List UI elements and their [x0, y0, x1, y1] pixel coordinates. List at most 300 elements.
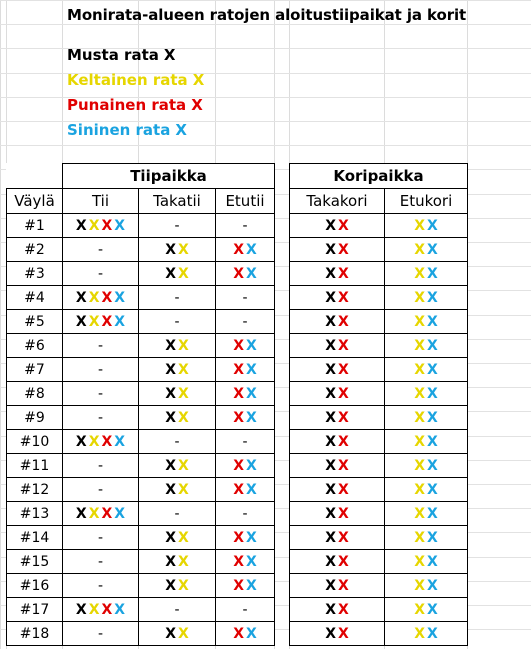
- course-mark: X: [414, 481, 425, 498]
- course-mark: X: [75, 289, 87, 306]
- course-mark: X: [178, 457, 189, 474]
- takatii-cell: [139, 526, 216, 550]
- tee-group-header: Tiipaikka: [63, 164, 275, 189]
- takakori-cell: [290, 526, 385, 550]
- course-mark: X: [427, 529, 438, 546]
- etutii-cell: -: [216, 430, 275, 454]
- table-row: [290, 262, 468, 286]
- course-mark: X: [338, 337, 349, 354]
- course-mark: X: [427, 553, 438, 570]
- course-mark: X: [325, 265, 336, 282]
- etukori-cell: [385, 574, 468, 598]
- table-row: [7, 214, 275, 238]
- course-mark: X: [338, 457, 349, 474]
- etukori-cell: [385, 358, 468, 382]
- hole-cell: #6: [7, 334, 63, 358]
- legend-item: [67, 121, 187, 139]
- legend-mark: X: [191, 96, 203, 114]
- course-mark: X: [165, 241, 176, 258]
- course-mark: X: [233, 409, 244, 426]
- table-row: [7, 502, 275, 526]
- course-mark: X: [414, 313, 425, 330]
- etutii-cell: [216, 238, 275, 262]
- course-mark: X: [414, 265, 425, 282]
- hole-cell: #16: [7, 574, 63, 598]
- etutii-cell: [216, 382, 275, 406]
- course-mark: X: [101, 601, 113, 618]
- table-row: [290, 574, 468, 598]
- course-mark: X: [427, 625, 438, 642]
- column-header-hole: Väylä: [7, 189, 63, 214]
- takatii-cell: -: [139, 598, 216, 622]
- takakori-cell: [290, 214, 385, 238]
- course-mark: X: [414, 217, 425, 234]
- etutii-cell: -: [216, 598, 275, 622]
- takatii-cell: -: [139, 286, 216, 310]
- course-mark: X: [178, 577, 189, 594]
- etukori-cell: [385, 430, 468, 454]
- takatii-cell: [139, 382, 216, 406]
- course-mark: X: [101, 505, 113, 522]
- course-mark: X: [325, 385, 336, 402]
- takatii-cell: -: [139, 430, 216, 454]
- course-mark: X: [233, 625, 244, 642]
- basket-position-table: [289, 163, 468, 646]
- course-mark: X: [325, 577, 336, 594]
- course-mark: X: [246, 361, 257, 378]
- course-mark: X: [414, 361, 425, 378]
- course-mark: X: [75, 217, 87, 234]
- course-mark: X: [427, 217, 438, 234]
- course-mark: X: [246, 481, 257, 498]
- course-mark: X: [325, 361, 336, 378]
- takakori-cell: [290, 478, 385, 502]
- course-mark: X: [178, 553, 189, 570]
- tii-cell: -: [63, 358, 139, 382]
- course-mark: X: [414, 337, 425, 354]
- course-mark: X: [338, 577, 349, 594]
- takakori-cell: [290, 262, 385, 286]
- course-mark: X: [414, 601, 425, 618]
- table-row: [7, 526, 275, 550]
- course-mark: X: [414, 289, 425, 306]
- legend-label: Musta rata: [67, 46, 159, 64]
- table-row: [290, 358, 468, 382]
- course-mark: X: [165, 265, 176, 282]
- takatii-cell: -: [139, 310, 216, 334]
- course-mark: X: [427, 385, 438, 402]
- course-mark: X: [414, 241, 425, 258]
- course-mark: X: [325, 217, 336, 234]
- course-mark: X: [165, 361, 176, 378]
- course-mark: X: [165, 625, 176, 642]
- takatii-cell: [139, 574, 216, 598]
- table-row: [290, 406, 468, 430]
- page-title: Monirata-alueen ratojen aloitustiipaikat ja korit: [67, 6, 467, 24]
- course-mark: X: [427, 457, 438, 474]
- takakori-cell: [290, 382, 385, 406]
- table-row: [290, 598, 468, 622]
- tii-cell: [63, 430, 139, 454]
- takakori-cell: [290, 406, 385, 430]
- table-row: [7, 334, 275, 358]
- table-row: [7, 550, 275, 574]
- course-mark: X: [414, 553, 425, 570]
- course-mark: X: [246, 529, 257, 546]
- course-mark: X: [178, 337, 189, 354]
- takakori-cell: [290, 550, 385, 574]
- etutii-cell: [216, 406, 275, 430]
- course-mark: X: [178, 265, 189, 282]
- course-mark: X: [114, 289, 126, 306]
- course-mark: X: [427, 409, 438, 426]
- table-row: [7, 574, 275, 598]
- course-mark: X: [178, 409, 189, 426]
- course-mark: X: [165, 337, 176, 354]
- table-row: [7, 598, 275, 622]
- course-mark: X: [88, 601, 100, 618]
- course-mark: X: [246, 577, 257, 594]
- tii-cell: -: [63, 574, 139, 598]
- tii-cell: -: [63, 526, 139, 550]
- course-mark: X: [427, 337, 438, 354]
- hole-cell: #3: [7, 262, 63, 286]
- legend-label: Punainen rata: [67, 96, 187, 114]
- course-mark: X: [233, 481, 244, 498]
- course-mark: X: [325, 313, 336, 330]
- etutii-cell: [216, 262, 275, 286]
- table-row: [7, 310, 275, 334]
- etukori-cell: [385, 310, 468, 334]
- course-mark: X: [414, 625, 425, 642]
- column-header-tii: Tii: [63, 189, 139, 214]
- table-row: [7, 454, 275, 478]
- etukori-cell: [385, 238, 468, 262]
- course-mark: X: [165, 409, 176, 426]
- course-mark: X: [325, 601, 336, 618]
- table-row: [7, 430, 275, 454]
- etutii-cell: -: [216, 502, 275, 526]
- course-mark: X: [75, 505, 87, 522]
- course-mark: X: [338, 385, 349, 402]
- tii-cell: -: [63, 334, 139, 358]
- etukori-cell: [385, 286, 468, 310]
- hole-cell: #7: [7, 358, 63, 382]
- etukori-cell: [385, 214, 468, 238]
- etukori-cell: [385, 526, 468, 550]
- hole-cell: #9: [7, 406, 63, 430]
- course-mark: X: [88, 505, 100, 522]
- takakori-cell: [290, 502, 385, 526]
- table-row: [290, 382, 468, 406]
- hole-cell: #4: [7, 286, 63, 310]
- tii-cell: [63, 598, 139, 622]
- etutii-cell: [216, 574, 275, 598]
- course-mark: X: [233, 265, 244, 282]
- takatii-cell: [139, 454, 216, 478]
- course-mark: X: [246, 385, 257, 402]
- course-mark: X: [75, 313, 87, 330]
- course-mark: X: [75, 601, 87, 618]
- hole-cell: #18: [7, 622, 63, 646]
- table-row: [290, 622, 468, 646]
- tii-cell: [63, 214, 139, 238]
- takatii-cell: -: [139, 502, 216, 526]
- tii-cell: -: [63, 454, 139, 478]
- course-mark: X: [165, 529, 176, 546]
- etukori-cell: [385, 382, 468, 406]
- course-mark: X: [427, 289, 438, 306]
- etutii-cell: -: [216, 214, 275, 238]
- course-mark: X: [233, 553, 244, 570]
- course-mark: X: [233, 241, 244, 258]
- column-header-takatii: Takatii: [139, 189, 216, 214]
- takakori-cell: [290, 358, 385, 382]
- course-mark: X: [233, 577, 244, 594]
- table-row: [290, 238, 468, 262]
- blank-corner-cell: [7, 164, 63, 189]
- course-mark: X: [427, 241, 438, 258]
- course-mark: X: [325, 457, 336, 474]
- course-mark: X: [165, 553, 176, 570]
- hole-cell: #5: [7, 310, 63, 334]
- takatii-cell: [139, 622, 216, 646]
- table-row: [7, 238, 275, 262]
- tii-cell: -: [63, 238, 139, 262]
- course-mark: X: [325, 409, 336, 426]
- etukori-cell: [385, 550, 468, 574]
- legend-item: [67, 71, 204, 89]
- hole-cell: #8: [7, 382, 63, 406]
- course-mark: X: [246, 625, 257, 642]
- course-mark: X: [246, 337, 257, 354]
- course-mark: X: [325, 625, 336, 642]
- etukori-cell: [385, 406, 468, 430]
- tii-cell: -: [63, 622, 139, 646]
- course-mark: X: [325, 553, 336, 570]
- etukori-cell: [385, 622, 468, 646]
- hole-cell: #14: [7, 526, 63, 550]
- legend-mark: X: [192, 71, 205, 89]
- course-mark: X: [325, 481, 336, 498]
- table-row: [7, 262, 275, 286]
- course-mark: X: [325, 505, 336, 522]
- hole-cell: #13: [7, 502, 63, 526]
- hole-cell: #2: [7, 238, 63, 262]
- course-mark: X: [178, 361, 189, 378]
- basket-group-header: Koripaikka: [290, 164, 468, 189]
- course-mark: X: [178, 481, 189, 498]
- tii-cell: -: [63, 262, 139, 286]
- course-mark: X: [338, 409, 349, 426]
- course-mark: X: [338, 313, 349, 330]
- course-mark: X: [114, 601, 126, 618]
- table-row: [290, 478, 468, 502]
- course-mark: X: [178, 625, 189, 642]
- course-mark: X: [414, 385, 425, 402]
- tii-cell: -: [63, 478, 139, 502]
- course-mark: X: [414, 505, 425, 522]
- etukori-cell: [385, 502, 468, 526]
- table-row: [7, 382, 275, 406]
- column-header-etutii: Etutii: [216, 189, 275, 214]
- course-mark: X: [165, 577, 176, 594]
- takakori-cell: [290, 574, 385, 598]
- course-mark: X: [246, 409, 257, 426]
- hole-cell: #10: [7, 430, 63, 454]
- course-mark: X: [414, 457, 425, 474]
- etutii-cell: [216, 526, 275, 550]
- course-mark: X: [75, 433, 87, 450]
- hole-cell: #17: [7, 598, 63, 622]
- course-mark: X: [114, 505, 126, 522]
- course-mark: X: [414, 409, 425, 426]
- course-mark: X: [427, 577, 438, 594]
- takakori-cell: [290, 286, 385, 310]
- table-row: [290, 502, 468, 526]
- course-mark: X: [101, 433, 113, 450]
- course-mark: X: [114, 433, 126, 450]
- course-mark: X: [338, 553, 349, 570]
- course-mark: X: [325, 433, 336, 450]
- course-mark: X: [325, 289, 336, 306]
- course-mark: X: [338, 505, 349, 522]
- hole-cell: #12: [7, 478, 63, 502]
- tii-cell: -: [63, 382, 139, 406]
- hole-cell: #1: [7, 214, 63, 238]
- tii-cell: -: [63, 406, 139, 430]
- table-row: [290, 334, 468, 358]
- etutii-cell: [216, 454, 275, 478]
- etutii-cell: [216, 550, 275, 574]
- legend-label: Keltainen rata: [67, 71, 188, 89]
- hole-cell: #11: [7, 454, 63, 478]
- table-row: [7, 622, 275, 646]
- course-mark: X: [338, 361, 349, 378]
- course-mark: X: [88, 217, 100, 234]
- takakori-cell: [290, 310, 385, 334]
- table-row: [290, 550, 468, 574]
- course-mark: X: [338, 433, 349, 450]
- etutii-cell: -: [216, 286, 275, 310]
- course-mark: X: [88, 433, 100, 450]
- table-row: [290, 526, 468, 550]
- course-mark: X: [414, 433, 425, 450]
- column-header-etukori: Etukori: [385, 189, 468, 214]
- course-mark: X: [325, 241, 336, 258]
- course-mark: X: [414, 577, 425, 594]
- table-row: [290, 430, 468, 454]
- course-mark: X: [338, 529, 349, 546]
- course-mark: X: [178, 529, 189, 546]
- table-row: [290, 214, 468, 238]
- course-mark: X: [246, 265, 257, 282]
- tii-cell: [63, 286, 139, 310]
- legend-item: [67, 46, 175, 64]
- etukori-cell: [385, 478, 468, 502]
- course-mark: X: [338, 217, 349, 234]
- course-mark: X: [338, 481, 349, 498]
- takatii-cell: [139, 358, 216, 382]
- course-mark: X: [114, 313, 126, 330]
- course-mark: X: [427, 481, 438, 498]
- course-mark: X: [165, 481, 176, 498]
- tii-cell: [63, 502, 139, 526]
- course-mark: X: [427, 265, 438, 282]
- legend-mark: X: [175, 121, 187, 139]
- course-mark: X: [233, 457, 244, 474]
- course-mark: X: [338, 241, 349, 258]
- takatii-cell: [139, 238, 216, 262]
- takakori-cell: [290, 598, 385, 622]
- course-mark: X: [338, 265, 349, 282]
- course-mark: X: [114, 217, 126, 234]
- course-mark: X: [88, 313, 100, 330]
- takatii-cell: [139, 550, 216, 574]
- takatii-cell: -: [139, 214, 216, 238]
- course-mark: X: [165, 457, 176, 474]
- course-mark: X: [101, 289, 113, 306]
- legend-item: [67, 96, 203, 114]
- course-mark: X: [427, 505, 438, 522]
- course-mark: X: [325, 337, 336, 354]
- course-mark: X: [246, 553, 257, 570]
- hole-cell: #15: [7, 550, 63, 574]
- course-mark: X: [233, 385, 244, 402]
- course-mark: X: [414, 529, 425, 546]
- course-mark: X: [88, 289, 100, 306]
- course-mark: X: [233, 361, 244, 378]
- course-mark: X: [427, 433, 438, 450]
- etutii-cell: [216, 622, 275, 646]
- table-row: [290, 310, 468, 334]
- course-mark: X: [427, 361, 438, 378]
- takakori-cell: [290, 622, 385, 646]
- course-mark: X: [246, 457, 257, 474]
- takakori-cell: [290, 430, 385, 454]
- tii-cell: [63, 310, 139, 334]
- course-mark: X: [338, 289, 349, 306]
- course-mark: X: [338, 601, 349, 618]
- takakori-cell: [290, 334, 385, 358]
- etutii-cell: [216, 334, 275, 358]
- table-row: [7, 406, 275, 430]
- tii-cell: -: [63, 550, 139, 574]
- legend-label: Sininen rata: [67, 121, 171, 139]
- takatii-cell: [139, 262, 216, 286]
- course-mark: X: [246, 241, 257, 258]
- etukori-cell: [385, 262, 468, 286]
- course-mark: X: [427, 601, 438, 618]
- course-mark: X: [101, 313, 113, 330]
- course-mark: X: [427, 313, 438, 330]
- course-mark: X: [178, 241, 189, 258]
- etukori-cell: [385, 454, 468, 478]
- column-header-takakori: Takakori: [290, 189, 385, 214]
- table-row: [290, 286, 468, 310]
- course-mark: X: [233, 529, 244, 546]
- etukori-cell: [385, 598, 468, 622]
- tee-position-table: [6, 163, 275, 646]
- course-mark: X: [325, 529, 336, 546]
- etukori-cell: [385, 334, 468, 358]
- table-row: [7, 478, 275, 502]
- table-row: [7, 358, 275, 382]
- etutii-cell: -: [216, 310, 275, 334]
- table-row: [290, 454, 468, 478]
- course-mark: X: [101, 217, 113, 234]
- etutii-cell: [216, 358, 275, 382]
